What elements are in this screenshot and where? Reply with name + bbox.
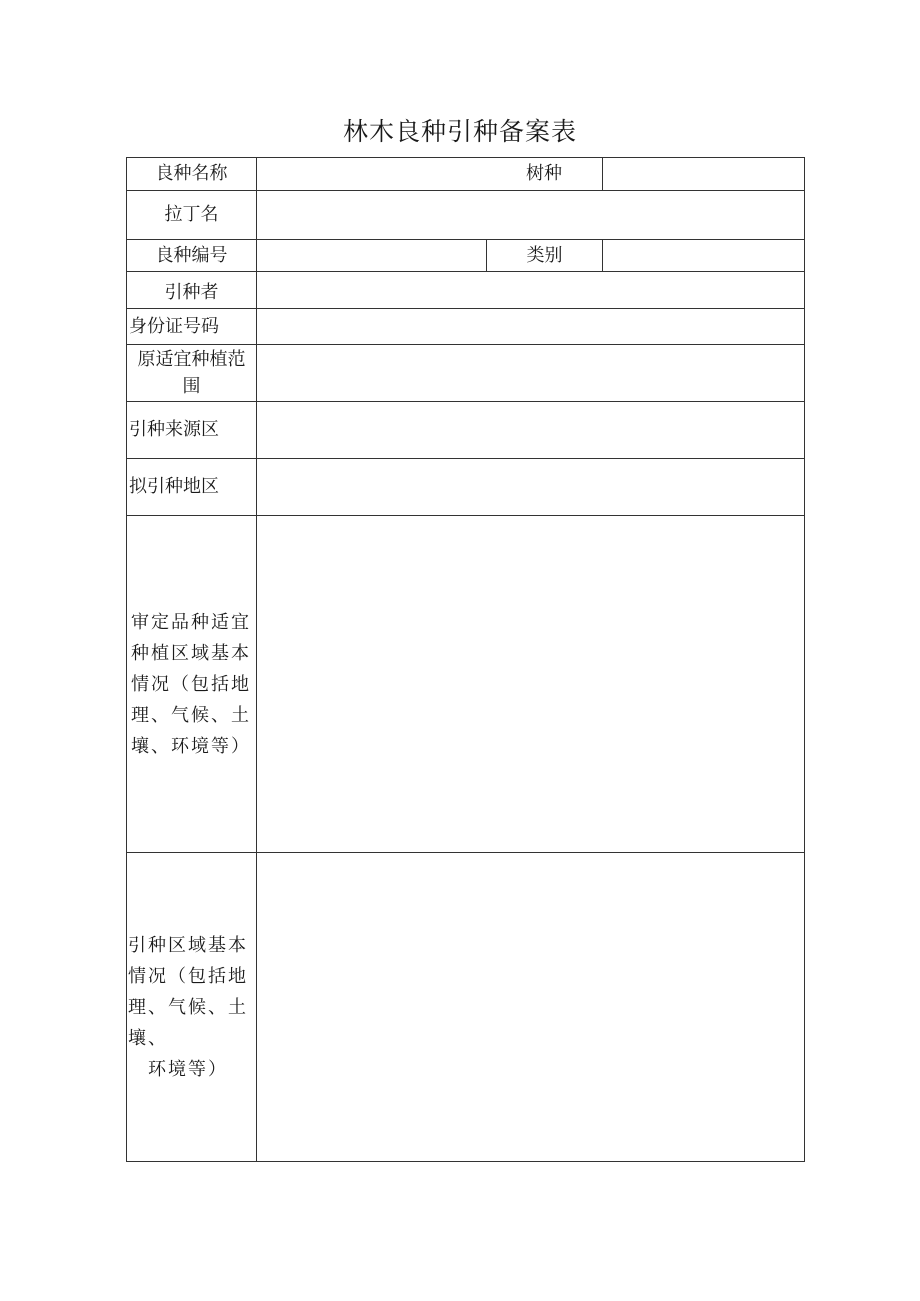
- introduction-region-info-field[interactable]: [257, 853, 804, 1161]
- label-original-range: [127, 345, 256, 401]
- source-region-field[interactable]: [257, 402, 804, 458]
- label-line: 壤、环境等）: [131, 735, 251, 757]
- label-category: 类别: [526, 244, 563, 266]
- label-target-region: 拟引种地区: [129, 476, 219, 497]
- original-range-field[interactable]: [257, 345, 804, 401]
- category-field[interactable]: [603, 240, 804, 271]
- label-line: 理、气候、土: [128, 996, 248, 1018]
- label-line: 情况（包括地: [128, 965, 248, 987]
- label-line: 理、气候、土: [131, 704, 251, 726]
- label-introducer: 引种者: [164, 282, 219, 303]
- label-id-number: 身份证号码: [129, 315, 219, 337]
- introducer-field[interactable]: [257, 272, 804, 308]
- label-latin-name: 拉丁名: [164, 204, 219, 225]
- label-tree-species: 树种: [526, 163, 562, 184]
- label-introduction-region-info: [127, 853, 256, 1161]
- label-source-region: 引种来源区: [129, 419, 219, 440]
- label-line: 审定品种适宜: [131, 611, 251, 633]
- target-region-field[interactable]: [257, 459, 804, 515]
- label-variety-name: 良种名称: [155, 163, 228, 184]
- label-original-range-line2: 围: [182, 376, 201, 397]
- label-variety-code: 良种编号: [155, 244, 228, 266]
- label-line: 环境等）: [128, 1058, 228, 1080]
- id-number-field[interactable]: [257, 309, 804, 344]
- label-line: 种植区域基本: [131, 642, 251, 664]
- tree-species-field[interactable]: [603, 158, 804, 190]
- table-border-bottom: [126, 1161, 805, 1162]
- document-title: 林木良种引种备案表: [342, 117, 577, 146]
- label-approved-region-info: [127, 516, 256, 852]
- label-line: 壤、: [128, 1027, 168, 1049]
- approved-region-info-field[interactable]: [257, 516, 804, 852]
- label-line: 情况（包括地: [131, 673, 251, 695]
- record-form-table: [126, 157, 805, 1162]
- variety-code-field[interactable]: [257, 240, 486, 271]
- label-original-range-line1: 原适宜种植范: [137, 349, 246, 370]
- latin-name-field[interactable]: [257, 191, 804, 239]
- label-line: 引种区域基本: [128, 934, 248, 956]
